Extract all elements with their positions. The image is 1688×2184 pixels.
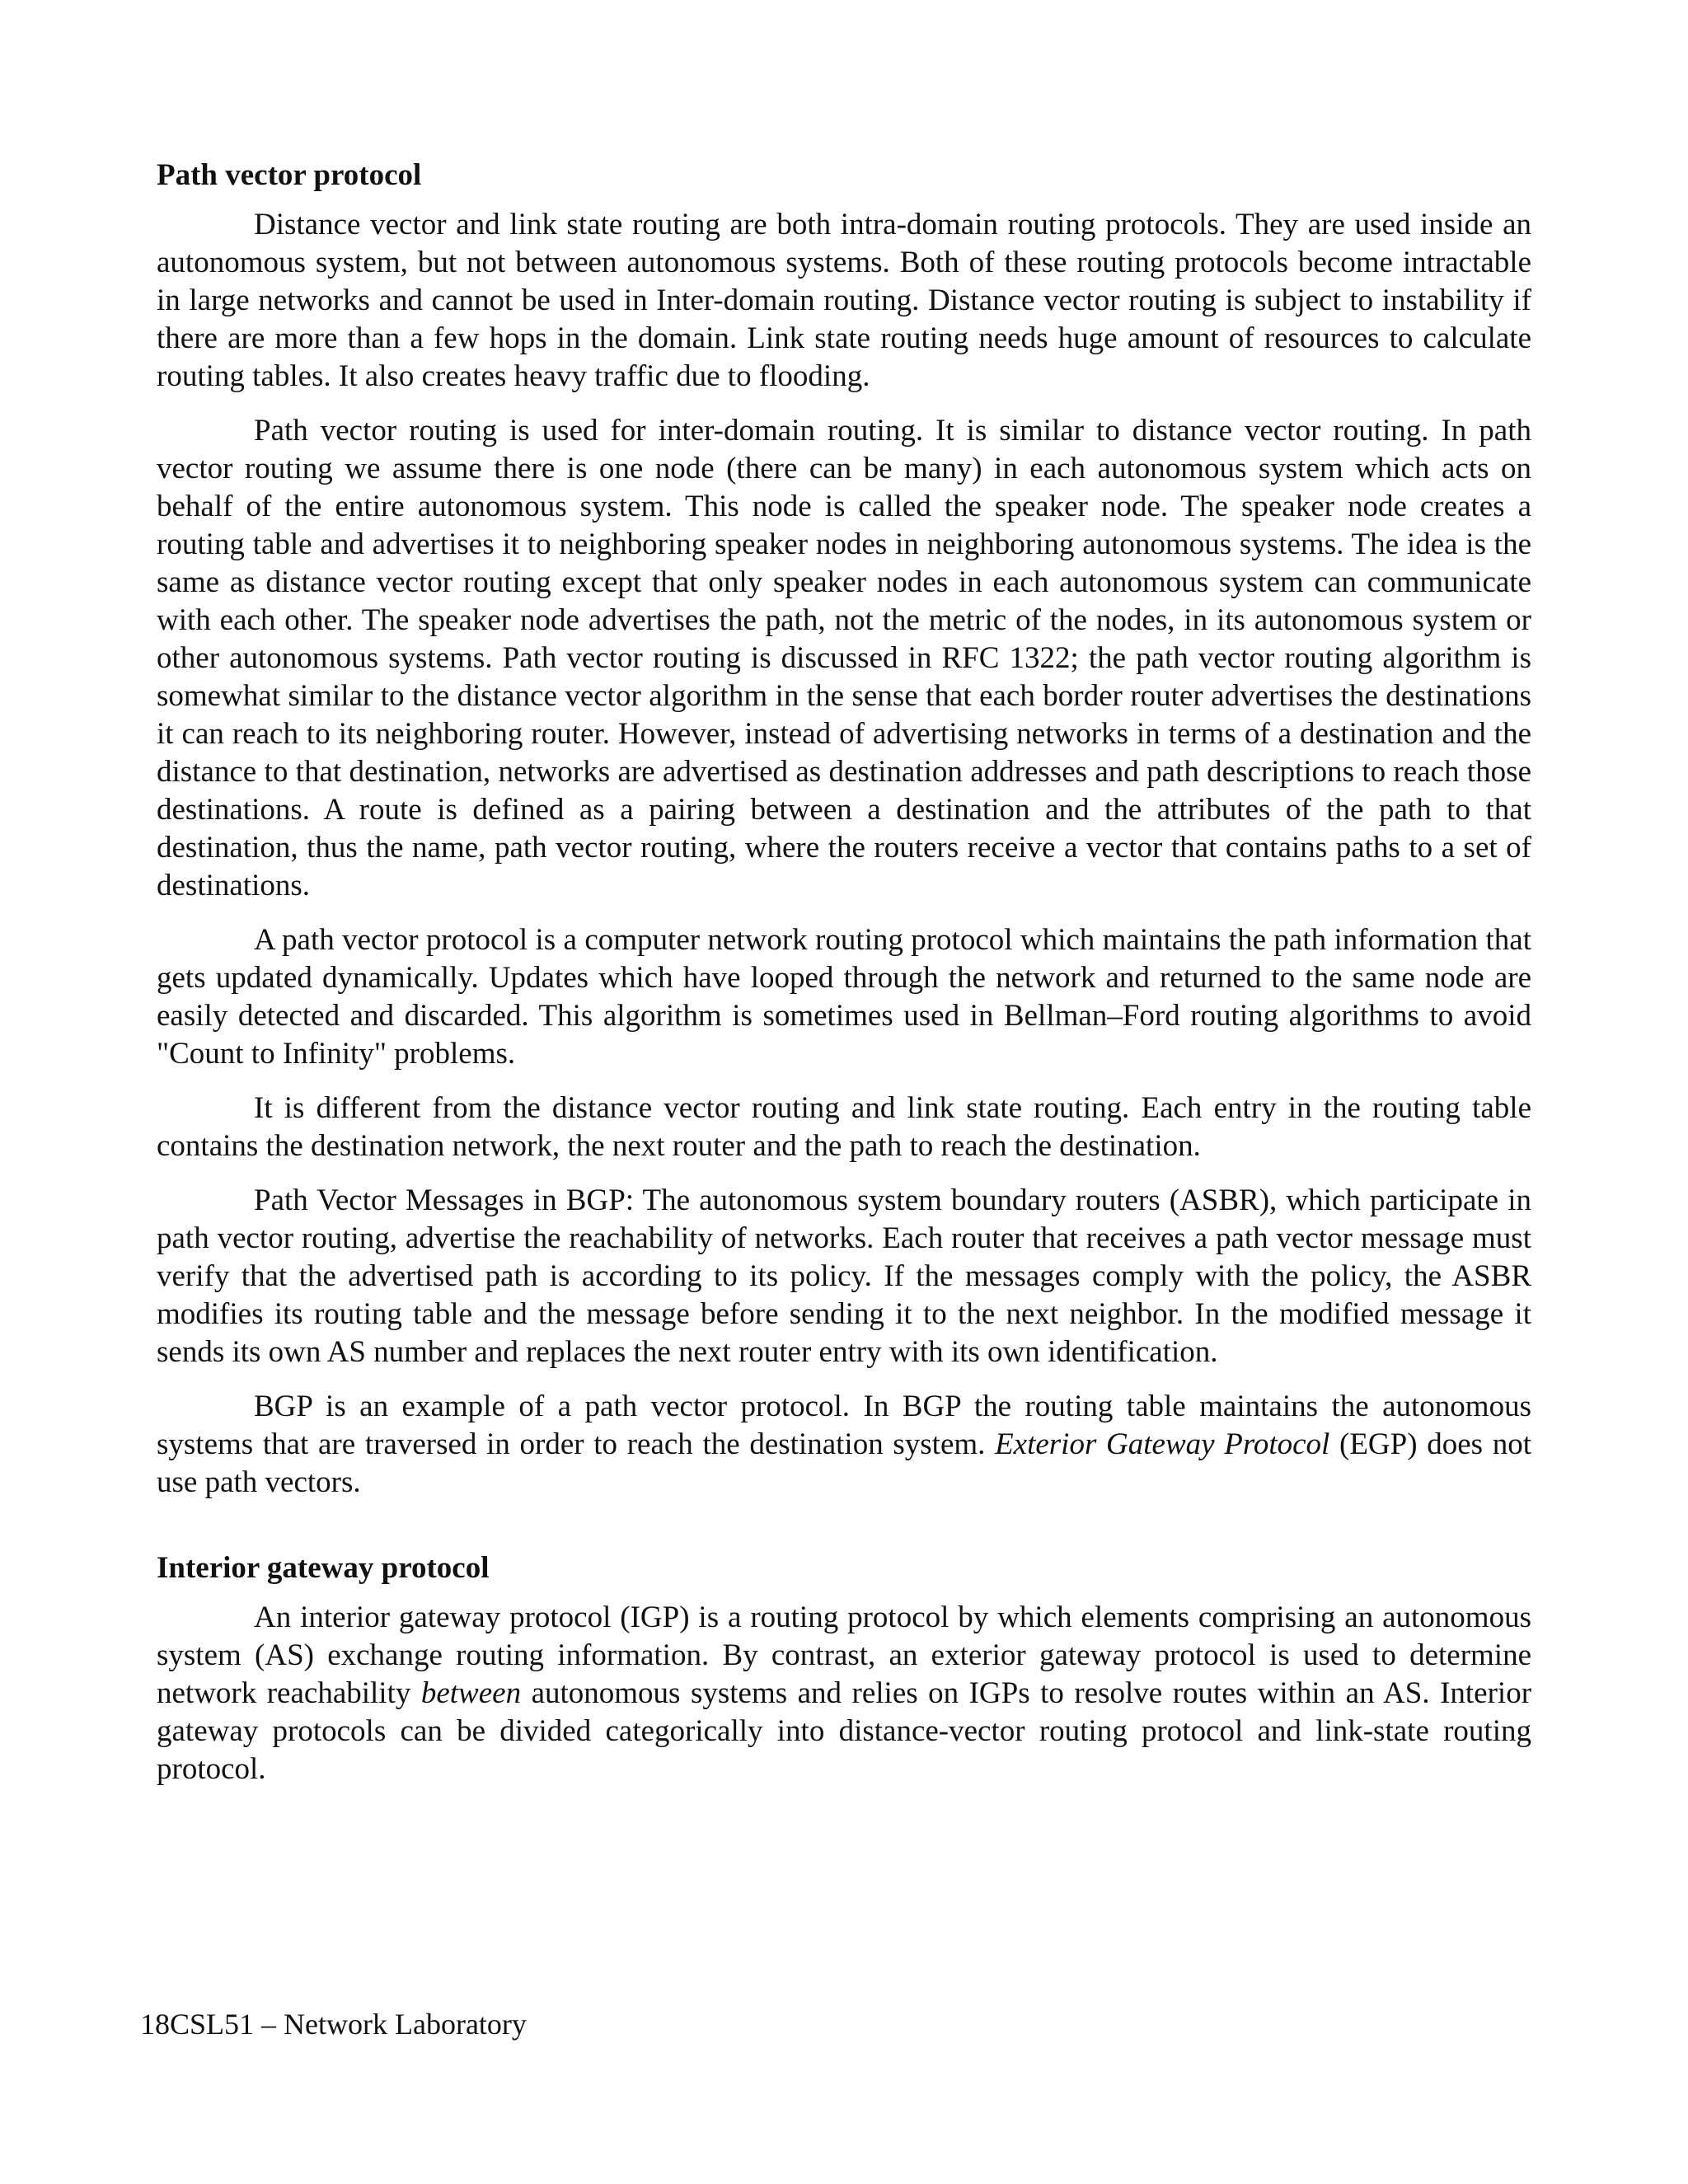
text-run: An interior gateway protocol (IGP) is a routing protocol by which elements comprising an autonomous system (AS) exchange routing information. By contrast, an exterior gateway protocol is used to determine network reachability (157, 1601, 1531, 1710)
paragraph: Path Vector Messages in BGP: The autonomous system boundary routers (ASBR), which participate in path vector routing, advertise the reachability of networks. Each router that receives a path vector message must verify that the advertised path is according to its policy. If the messages comply with the policy, the ASBR modifies its routing table and the message before sending it to the next neighbor. In the modified message it sends its own AS number and replaces the next router entry with its own identification. (157, 1183, 1531, 1369)
paragraph: Distance vector and link state routing are both intra-domain routing protocols. They are used inside an autonomous system, but not between autonomous systems. Both of these routing protocols become intractable in large networks and cannot be used in Inter-domain routing. Distance vector routing is subject to instability if there are more than a few hops in the domain. Link state routing needs huge amount of resources to calculate routing tables. It also creates heavy traffic due to flooding. (157, 208, 1531, 393)
paragraph: It is different from the distance vector routing and link state routing. Each entry in the routing table contains the destination network, the next router and the path to reach the destination. (157, 1091, 1531, 1163)
text-run: BGP is an example of a path vector protocol. In BGP the routing table maintains the autonomous systems that are traversed in order to reach the destination system. (157, 1390, 1531, 1461)
text-run: (EGP) does not use path vectors. (157, 1427, 1531, 1499)
section-heading-path-vector: Path vector protocol (157, 158, 422, 192)
italic-term: Exterior Gateway Protocol (995, 1427, 1330, 1461)
document-body (157, 157, 1531, 1805)
paragraph: Path vector routing is used for inter-domain routing. It is similar to distance vector routing. In path vector routing we assume there is one node (there can be many) in each autonomous system which acts on behalf of the entire autonomous system. This node is called the speaker node. The speaker node creates a routing table and advertises it to neighboring speaker nodes in neighboring autonomous systems. The idea is the same as distance vector routing except that only speaker nodes in each autonomous system can communicate with each other. The speaker node advertises the path, not the metric of the nodes, in its autonomous system or other autonomous systems. Path vector routing is discussed in RFC 1322; the path vector routing algorithm is somewhat similar to the distance vector algorithm in the sense that each border router advertises the destinations it can reach to its neighboring router. However, instead of advertising networks in terms of a destination and the distance to that destination, networks are advertised as destination addresses and path descriptions to reach those destinations. A route is defined as a pairing between a destination and the attributes of the path to that destination, thus the name, path vector routing, where the routers receive a vector that contains paths to a set of destinations. (157, 414, 1531, 902)
paragraph: A path vector protocol is a computer network routing protocol which maintains the path information that gets updated dynamically. Updates which have looped through the network and returned to the same node are easily detected and discarded. This algorithm is sometimes used in Bellman–Ford routing algorithms to avoid "Count to Infinity" problems. (157, 923, 1531, 1071)
text-run: autonomous systems and relies on IGPs to resolve routes within an AS. Interior gateway protocols can be divided categorically into distance-vector routing protocol and link-state routing protocol. (157, 1676, 1532, 1786)
italic-term: between (420, 1676, 522, 1710)
paragraph (157, 1599, 1531, 1788)
page-footer: 18CSL51 – Network Laboratory (140, 2008, 527, 2041)
paragraph (157, 1388, 1531, 1502)
section-heading-interior-gateway: Interior gateway protocol (157, 1551, 490, 1585)
